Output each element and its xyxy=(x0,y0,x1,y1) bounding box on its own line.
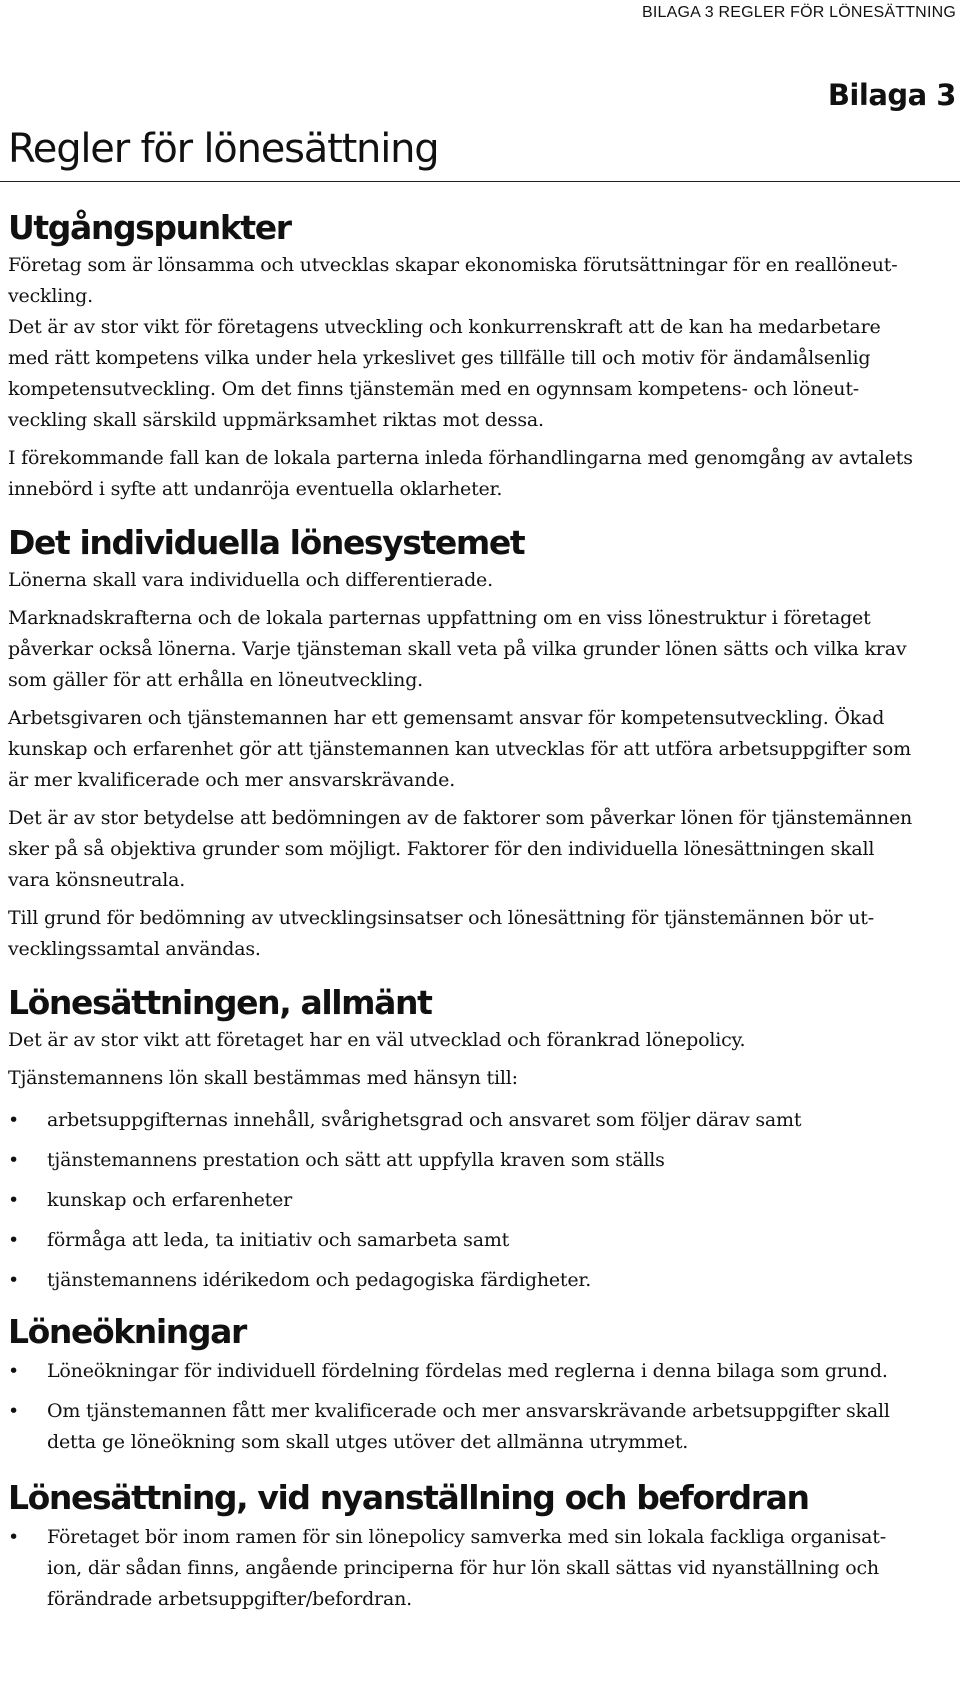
text-line: Lönerna skall vara individuella och differentierade. xyxy=(8,569,493,591)
text-line: vara könsneutrala. xyxy=(8,869,186,891)
text-line: Det är av stor vikt för företagens utveckling och konkurrenskraft att de kan ha medarbetare xyxy=(8,316,881,338)
text-line: innebörd i syfte att undanröja eventuella oklarheter. xyxy=(8,478,503,500)
list-item xyxy=(8,1396,956,1458)
section-heading: Lönesättning, vid nyanställning och befordran xyxy=(8,1478,809,1517)
list-item-text: detta ge löneökning som skall utges utöver det allmänna utrymmet. xyxy=(47,1431,689,1453)
title-rule xyxy=(0,181,960,182)
document-body xyxy=(8,206,956,1615)
paragraph xyxy=(8,565,956,596)
list-item-text: arbetsuppgifternas innehåll, svårighetsgrad och ansvaret som följer därav samt xyxy=(47,1109,802,1131)
list-item-text: kunskap och erfarenheter xyxy=(47,1189,293,1211)
text-line: I förekommande fall kan de lokala parterna inleda förhandlingarna med genomgång av avtalets xyxy=(8,447,913,469)
paragraph xyxy=(8,703,956,796)
bullet-icon: • xyxy=(8,1149,20,1171)
list-item xyxy=(8,1356,956,1387)
section-utgangspunkter xyxy=(8,206,956,505)
paragraph xyxy=(8,903,956,965)
section-nyanstallning xyxy=(8,1476,956,1615)
text-line: kunskap och erfarenhet gör att tjänstemannen kan utvecklas för att utföra arbetsuppgifter som xyxy=(8,738,911,760)
text-line: kompetensutveckling. Om det finns tjänstemän med en ogynnsam kompetens- och löneut- xyxy=(8,378,859,400)
list-item-text: förmåga att leda, ta initiativ och samarbeta samt xyxy=(47,1229,510,1251)
paragraph xyxy=(8,443,956,505)
text-line: Arbetsgivaren och tjänstemannen har ett gemensamt ansvar för kompetensutveckling. Ökad xyxy=(8,707,885,729)
text-line: Det är av stor vikt att företaget har en väl utvecklad och förankrad lönepolicy. xyxy=(8,1029,746,1051)
list-item xyxy=(8,1265,956,1296)
text-line: Företag som är lönsamma och utvecklas skapar ekonomiska förutsättningar för en reallöneut- xyxy=(8,254,898,276)
list-item xyxy=(8,1185,956,1216)
list-item-text: ion, där sådan finns, angående principerna för hur lön skall sättas vid nyanställning och xyxy=(47,1557,879,1579)
bullet-icon: • xyxy=(8,1269,20,1291)
text-line: veckling skall särskild uppmärksamhet riktas mot dessa. xyxy=(8,409,544,431)
section-loneokningar xyxy=(8,1310,956,1458)
bullet-icon: • xyxy=(8,1109,20,1131)
text-line: Det är av stor betydelse att bedömningen av de faktorer som påverkar lönen för tjänstemännen xyxy=(8,807,913,829)
section-heading: Utgångspunkter xyxy=(8,208,291,247)
section-allmant xyxy=(8,981,956,1296)
list-item-text: Företaget bör inom ramen för sin lönepolicy samverka med sin lokala fackliga organisat- xyxy=(47,1526,886,1548)
bullet-icon: • xyxy=(8,1526,20,1548)
list-item-text: Löneökningar för individuell fördelning fördelas med reglerna i denna bilaga som grund. xyxy=(47,1360,888,1382)
criteria-list xyxy=(8,1105,956,1296)
list-item xyxy=(8,1105,956,1136)
text-line: med rätt kompetens vilka under hela yrkeslivet ges tillfälle till och motiv för ändamålsenlig xyxy=(8,347,871,369)
document-title: Regler för lönesättning xyxy=(8,126,439,172)
list-item-text: förändrade arbetsuppgifter/befordran. xyxy=(47,1588,412,1610)
text-line: är mer kvalificerade och mer ansvarskrävande. xyxy=(8,769,456,791)
bullet-icon: • xyxy=(8,1189,20,1211)
text-line: som gäller för att erhålla en löneutveckling. xyxy=(8,669,424,691)
text-line: Till grund för bedömning av utvecklingsinsatser och lönesättning för tjänstemännen bör ut- xyxy=(8,907,874,929)
section-individuella xyxy=(8,521,956,965)
paragraph xyxy=(8,803,956,896)
section-heading: Det individuella lönesystemet xyxy=(8,523,525,562)
raise-list xyxy=(8,1356,956,1458)
bullet-icon: • xyxy=(8,1400,20,1422)
text-line: Marknadskrafterna och de lokala parternas uppfattning om en viss lönestruktur i företaget xyxy=(8,607,871,629)
hiring-list xyxy=(8,1522,956,1615)
paragraph xyxy=(8,1025,956,1056)
text-line: veckling. xyxy=(8,285,93,307)
running-head: BILAGA 3 REGLER FÖR LÖNESÄTTNING xyxy=(641,4,956,21)
paragraph xyxy=(8,1063,956,1094)
annex-label: Bilaga 3 xyxy=(827,78,956,112)
text-line: vecklingssamtal användas. xyxy=(8,938,261,960)
list-item xyxy=(8,1145,956,1176)
text-line: sker på så objektiva grunder som möjligt. Faktorer för den individuella lönesättningen skall xyxy=(8,838,875,860)
paragraph xyxy=(8,312,956,436)
section-heading: Lönesättningen, allmänt xyxy=(8,983,432,1022)
paragraph xyxy=(8,250,956,312)
section-heading: Löneökningar xyxy=(8,1312,246,1351)
text-line: Tjänstemannens lön skall bestämmas med hänsyn till: xyxy=(8,1067,518,1089)
bullet-icon: • xyxy=(8,1229,20,1251)
text-line: påverkar också lönerna. Varje tjänsteman skall veta på vilka grunder lönen sätts och vilka krav xyxy=(8,638,907,660)
list-item-text: tjänstemannens prestation och sätt att uppfylla kraven som ställs xyxy=(47,1149,665,1171)
list-item-text: tjänstemannens idérikedom och pedagogiska färdigheter. xyxy=(47,1269,592,1291)
list-item xyxy=(8,1522,956,1615)
list-item-text: Om tjänstemannen fått mer kvalificerade och mer ansvarskrävande arbetsuppgifter skall xyxy=(47,1400,890,1422)
bullet-icon: • xyxy=(8,1360,20,1382)
paragraph xyxy=(8,603,956,696)
list-item xyxy=(8,1225,956,1256)
